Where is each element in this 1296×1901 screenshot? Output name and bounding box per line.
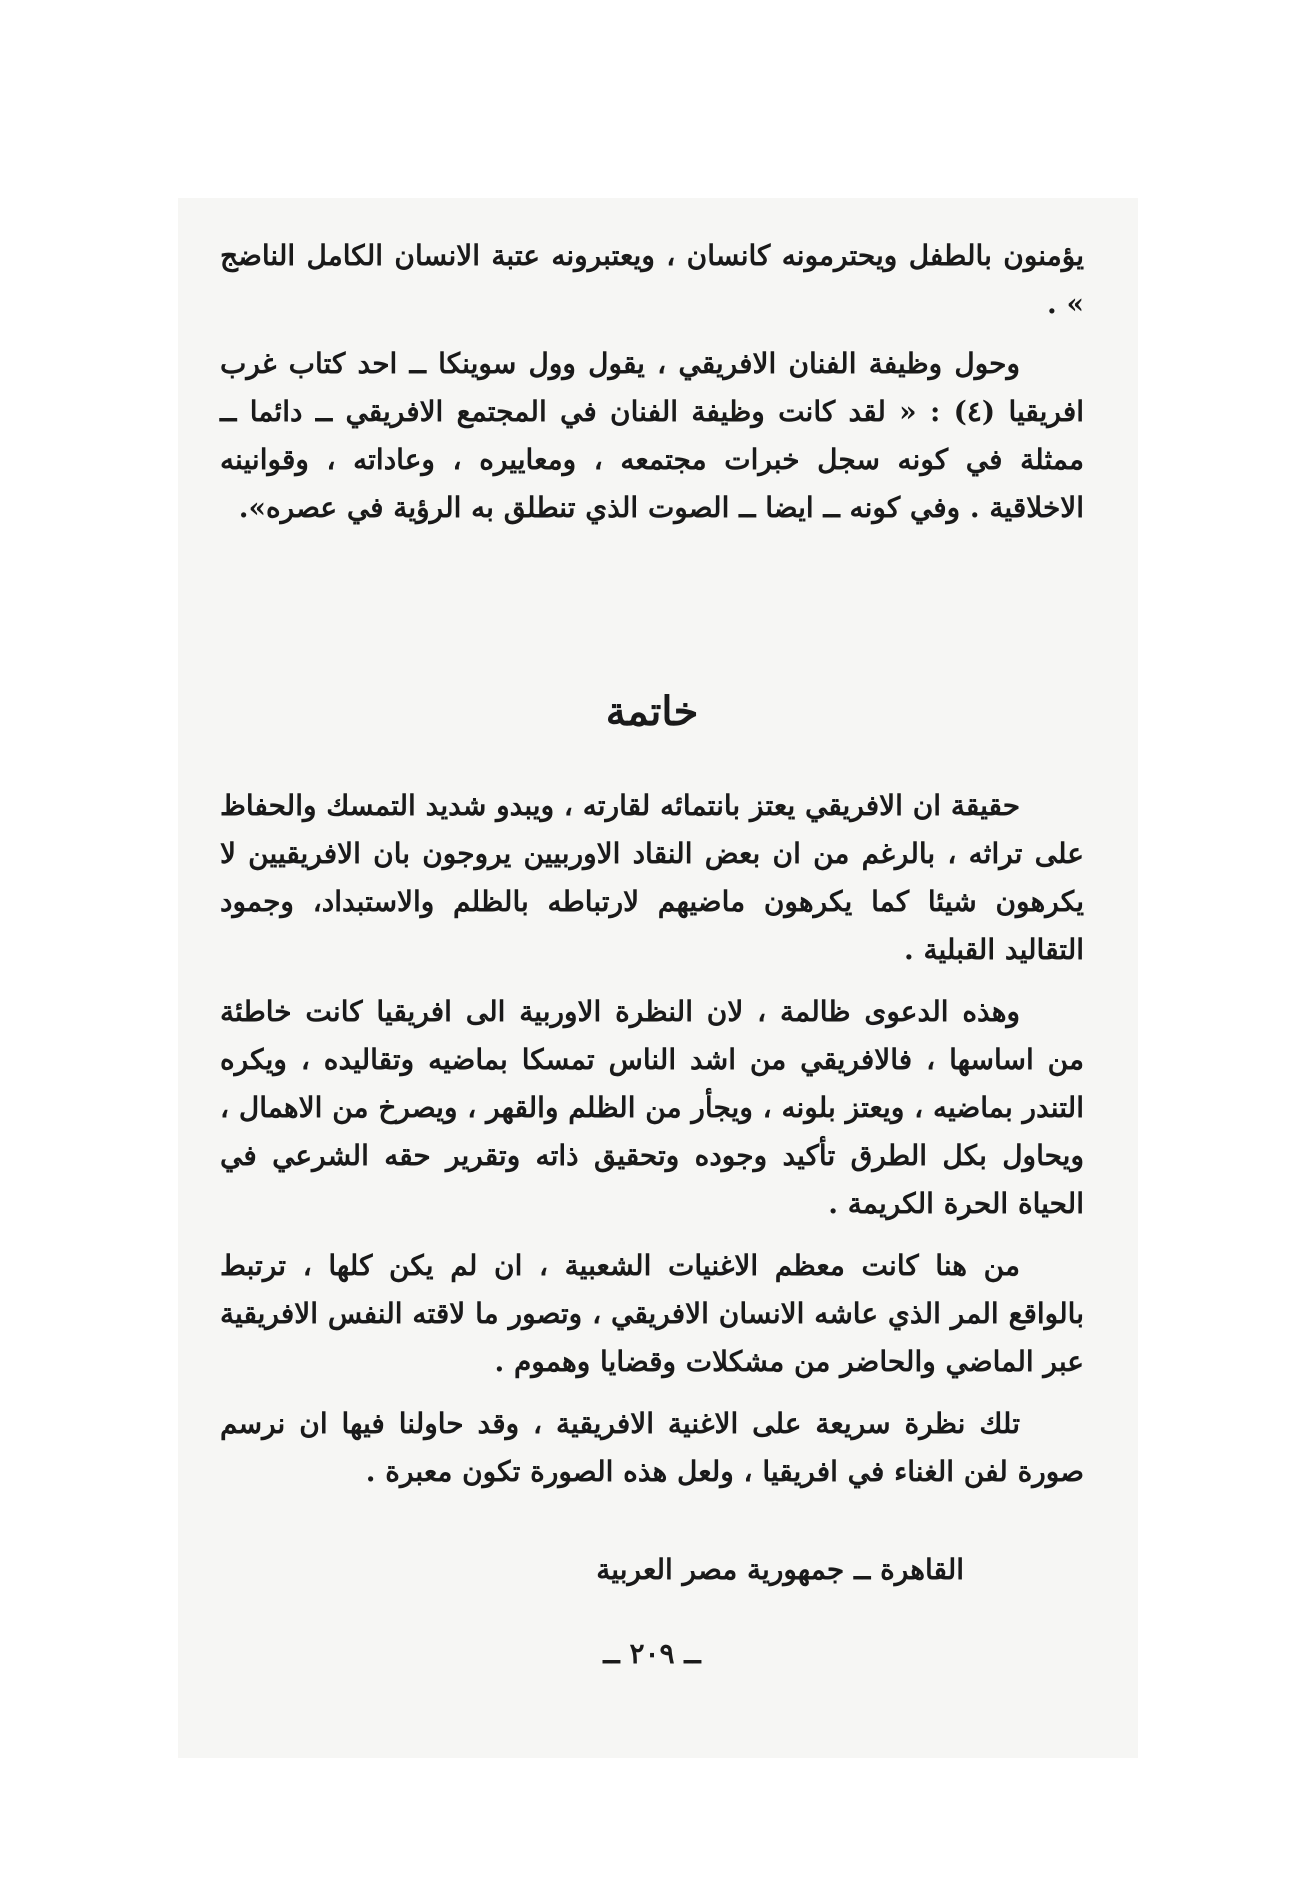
page-number: ــ ٢٠٩ ــ bbox=[603, 1637, 701, 1670]
section-title: خاتمة bbox=[605, 688, 699, 735]
place-signature: القاهرة ــ جمهورية مصر العربية bbox=[596, 1553, 964, 1586]
intro-paragraph-2: وحول وظيفة الفنان الافريقي ، يقول وول سوينكا ــ احد كتاب غرب افريقيا (٤) : « لقد كانت وظيفة الفنان في المجتمع الافريقي ــ دائما ــ ممثلة في كونه سجل خبرات مجتمعه ، ومعاييره ، وعاداته ، وقوانينه الاخلاقية . وفي كونه ــ ايضا ــ الصوت الذي تنطلق به الرؤية في عصره». bbox=[220, 347, 1084, 524]
conclusion-paragraph-2: وهذه الدعوى ظالمة ، لان النظرة الاوربية الى افريقيا كانت خاطئة من اساسها ، فالافريقي من اشد الناس تمسكا بماضيه وتقاليده ، ويكره التندر بماضيه ، ويعتز بلونه ، ويجأر من الظلم والقهر ، ويصرخ من الاهمال ، ويحاول بكل الطرق تأكيد وجوده وتحقيق ذاته وتقرير حقه الشرعي في الحياة الحرة الكريمة . bbox=[220, 995, 1084, 1220]
conclusion-paragraph-3: من هنا كانت معظم الاغنيات الشعبية ، ان لم يكن كلها ، ترتبط بالواقع المر الذي عاشه الانسان الافريقي ، وتصور ما لاقته النفس الافريقية عبر الماضي والحاضر من مشكلات وقضايا وهموم . bbox=[220, 1249, 1084, 1378]
conclusion-paragraph-1: حقيقة ان الافريقي يعتز بانتمائه لقارته ، ويبدو شديد التمسك والحفاظ على تراثه ، بالرغم من ان بعض النقاد الاوربيين يروجون بان الافريقيين لا يكرهون شيئا كما يكرهون ماضيهم لارتباطه بالظلم والاستبداد، وجمود التقاليد القبلية . bbox=[220, 789, 1084, 966]
document-page bbox=[220, 232, 1084, 1678]
intro-paragraph-1: يؤمنون بالطفل ويحترمونه كانسان ، ويعتبرونه عتبة الانسان الكامل الناضج » . bbox=[220, 239, 1084, 320]
conclusion-paragraph-4: تلك نظرة سريعة على الاغنية الافريقية ، وقد حاولنا فيها ان نرسم صورة لفن الغناء في افريقيا ، ولعل هذه الصورة تكون معبرة . bbox=[220, 1407, 1084, 1488]
